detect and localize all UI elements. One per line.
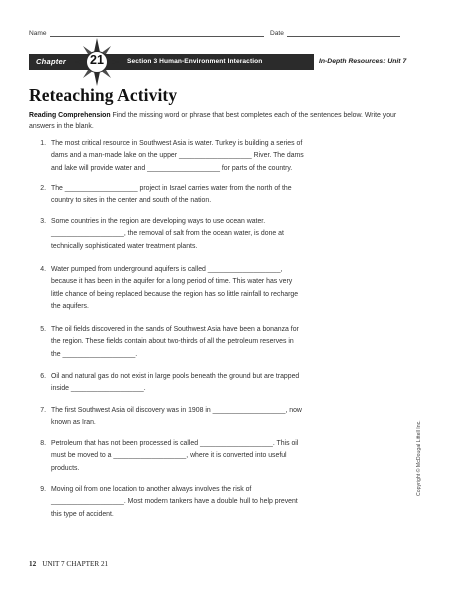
question-number: 3. xyxy=(40,218,46,225)
name-label: Name xyxy=(29,30,47,37)
chapter-number: 21 xyxy=(90,53,104,67)
copyright-notice: Copyright © McDougal Littell Inc. xyxy=(416,420,422,496)
instructions xyxy=(29,110,401,132)
chapter-star-badge xyxy=(75,38,119,86)
name-line xyxy=(50,30,264,37)
question-line: products. xyxy=(51,464,80,472)
question-line: The oil fields discovered in the sands of Southwest Asia have been a bonanza for xyxy=(51,326,299,333)
question-line: little chance of being replaced because the region has so little rainfall to recharge xyxy=(51,290,299,298)
question-line[interactable]: The ___________________ project in Israel carries water from the north of the xyxy=(51,185,292,192)
question-line[interactable]: The first Southwest Asia oil discovery was in 1908 in ___________________, now xyxy=(51,407,302,414)
date-row xyxy=(270,30,400,37)
question-line[interactable]: ___________________. Most modern tankers have a double hull to help prevent xyxy=(51,498,298,506)
question-line: because it has been in the aquifer for a long period of time. This water has very xyxy=(51,278,293,286)
question-line: Oil and natural gas do not exist in large pools beneath the ground but are trapped xyxy=(51,373,300,380)
name-row xyxy=(29,30,264,37)
question-number: 5. xyxy=(40,326,46,333)
date-label: Date xyxy=(270,30,284,37)
question-line[interactable]: inside ___________________. xyxy=(51,385,146,393)
instructions-text: Find the missing word or phrase that best completes each of the sentences below. Write your answers in the blank. xyxy=(29,112,397,130)
question-line: known as Iran. xyxy=(51,419,96,427)
question-line[interactable]: the ___________________. xyxy=(51,350,138,358)
question-line[interactable]: ___________________, the removal of salt from the ocean water, is done at xyxy=(51,230,284,238)
question-line: technically sophisticated water treatment plants. xyxy=(51,242,198,250)
question-number: 7. xyxy=(40,407,46,414)
question-line[interactable]: dams and a man-made lake on the upper ___________________ River. The dams xyxy=(51,152,304,160)
question-number: 4. xyxy=(40,266,46,273)
question-number: 8. xyxy=(40,440,46,447)
date-line xyxy=(287,30,400,37)
footer-text: UNIT 7 CHAPTER 21 xyxy=(42,560,109,568)
question-number: 6. xyxy=(40,373,46,380)
question-line: the aquifers. xyxy=(51,302,89,310)
question-line: the region. These fields contain about two-thirds of all the petroleum reserves in xyxy=(51,338,294,346)
resources-label: In-Depth Resources: Unit 7 xyxy=(319,57,407,65)
question-line[interactable]: Water pumped from underground aquifers is called ___________________, xyxy=(51,266,283,273)
question-line: Some countries in the region are developing ways to use ocean water. xyxy=(51,218,266,225)
question-line[interactable]: must be moved to a ___________________, where it is converted into useful xyxy=(51,452,287,460)
section-title: Section 3 Human-Environment Interaction xyxy=(127,57,263,65)
question-line: Moving oil from one location to another always involves the risk of xyxy=(51,486,252,493)
page-number: 12 xyxy=(29,560,37,568)
instructions-lead: Reading Comprehension xyxy=(29,112,111,119)
question-line[interactable]: and lake will provide water and ___________________ for parts of the country. xyxy=(51,164,293,172)
question-number: 9. xyxy=(40,486,46,493)
page-footer xyxy=(29,560,108,568)
question-line[interactable]: Petroleum that has not been processed is called ___________________. This oil xyxy=(51,440,299,447)
question-line: this type of accident. xyxy=(51,510,114,518)
question-number: 1. xyxy=(40,140,46,147)
question-line: The most critical resource in Southwest Asia is water. Turkey is building a series of xyxy=(51,140,303,147)
question-number: 2. xyxy=(40,185,46,192)
question-line: country to sites in the center and south of the nation. xyxy=(51,197,212,205)
page-title: Reteaching Activity xyxy=(29,85,178,105)
chapter-word: Chapter xyxy=(36,57,67,66)
